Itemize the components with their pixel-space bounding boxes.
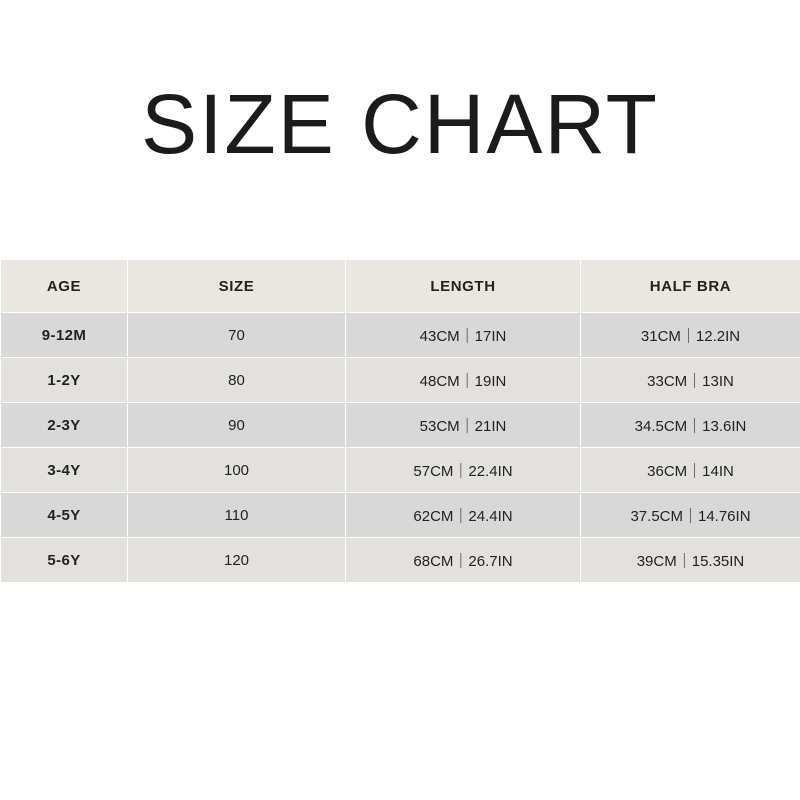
cell-half-bra: 33CM｜13IN bbox=[581, 358, 800, 403]
cell-size: 110 bbox=[128, 493, 346, 538]
table-header bbox=[1, 260, 800, 313]
page-title: SIZE CHART bbox=[141, 77, 659, 171]
table-row bbox=[1, 538, 800, 583]
table-row bbox=[1, 313, 800, 358]
size-chart-table-container bbox=[0, 259, 800, 583]
cell-half-bra: 34.5CM｜13.6IN bbox=[581, 403, 800, 448]
cell-half-bra: 31CM｜12.2IN bbox=[581, 313, 800, 358]
cell-length: 43CM｜17IN bbox=[346, 313, 581, 358]
table-row bbox=[1, 403, 800, 448]
cell-half-bra: 36CM｜14IN bbox=[581, 448, 800, 493]
column-header-size: SIZE bbox=[128, 260, 346, 313]
cell-size: 90 bbox=[128, 403, 346, 448]
cell-half-bra: 37.5CM｜14.76IN bbox=[581, 493, 800, 538]
table-body bbox=[1, 313, 800, 583]
cell-half-bra: 39CM｜15.35IN bbox=[581, 538, 800, 583]
cell-age: 9-12M bbox=[1, 313, 128, 358]
cell-length: 57CM｜22.4IN bbox=[346, 448, 581, 493]
cell-length: 48CM｜19IN bbox=[346, 358, 581, 403]
table-row bbox=[1, 448, 800, 493]
column-header-age: AGE bbox=[1, 260, 128, 313]
table-row bbox=[1, 493, 800, 538]
cell-length: 62CM｜24.4IN bbox=[346, 493, 581, 538]
cell-age: 3-4Y bbox=[1, 448, 128, 493]
table-header-row bbox=[1, 260, 800, 313]
table-row bbox=[1, 358, 800, 403]
cell-age: 1-2Y bbox=[1, 358, 128, 403]
column-header-half-bra: HALF BRA bbox=[581, 260, 800, 313]
cell-size: 100 bbox=[128, 448, 346, 493]
cell-age: 2-3Y bbox=[1, 403, 128, 448]
column-header-length: LENGTH bbox=[346, 260, 581, 313]
cell-age: 4-5Y bbox=[1, 493, 128, 538]
cell-size: 120 bbox=[128, 538, 346, 583]
cell-length: 68CM｜26.7IN bbox=[346, 538, 581, 583]
cell-length: 53CM｜21IN bbox=[346, 403, 581, 448]
cell-size: 70 bbox=[128, 313, 346, 358]
cell-size: 80 bbox=[128, 358, 346, 403]
size-chart-table bbox=[0, 259, 800, 583]
cell-age: 5-6Y bbox=[1, 538, 128, 583]
